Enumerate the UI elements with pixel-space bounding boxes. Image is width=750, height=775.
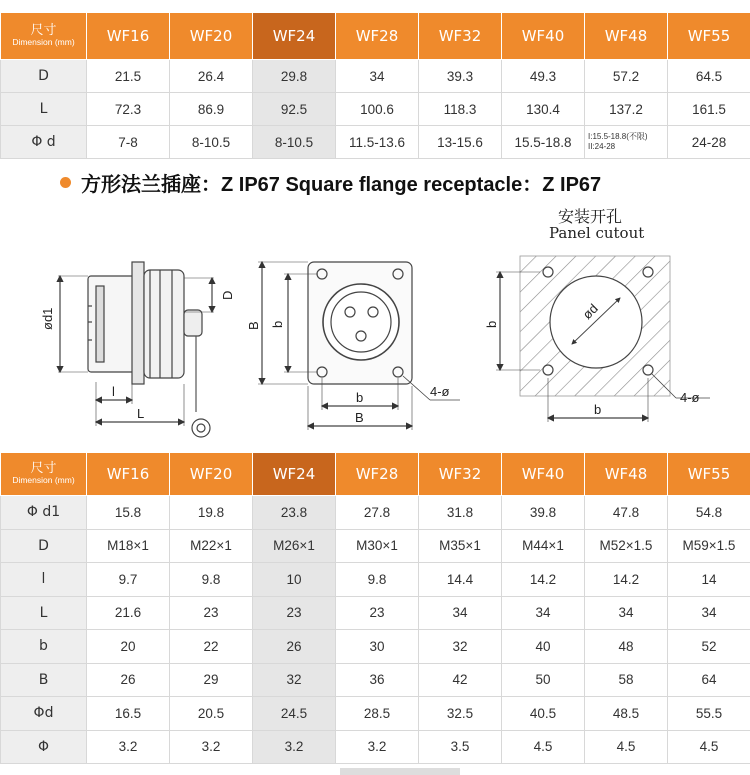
table-cell: 21.5 (87, 60, 170, 93)
label-D: D (220, 290, 235, 300)
table-cell: 40.5 (502, 697, 585, 731)
table-cell: 3.2 (253, 730, 336, 764)
table-cell: 4.5 (585, 730, 668, 764)
table-cell: 29 (170, 663, 253, 697)
table-cell: 137.2 (585, 93, 668, 126)
table-row (1, 563, 750, 597)
table-cell: 7-8 (87, 126, 170, 159)
table-cell: M22×1 (170, 529, 253, 563)
table-row (1, 663, 750, 697)
label-b-horizontal: b (356, 390, 364, 405)
panel-cutout-title-cn: 安装开孔 (558, 207, 623, 226)
table-cell: 58 (585, 663, 668, 697)
table-cell: 118.3 (419, 93, 502, 126)
table-cell: 28.5 (336, 697, 419, 731)
table-cell: 26 (253, 630, 336, 664)
row-label: B (1, 663, 87, 697)
column-header: WF16 (87, 453, 170, 496)
row-label: Φd (1, 697, 87, 731)
column-header-highlighted: WF24 (253, 453, 336, 496)
table-cell: 23 (253, 596, 336, 630)
table-row (1, 697, 750, 731)
table-cell: 23.8 (253, 496, 336, 530)
side-view-drawing (58, 262, 214, 437)
row-label: Φ d1 (1, 496, 87, 530)
table-cell: 31.8 (419, 496, 502, 530)
table-cell: M18×1 (87, 529, 170, 563)
table-cell: 19.8 (170, 496, 253, 530)
table-cell: 24.5 (253, 697, 336, 731)
table-corner-header (1, 453, 87, 496)
table-cell: 3.2 (87, 730, 170, 764)
table-cell: 39.8 (502, 496, 585, 530)
table-cell: 55.5 (668, 697, 750, 731)
table-cell: 34 (585, 596, 668, 630)
row-label: L (1, 93, 87, 126)
table-cell: 14.2 (585, 563, 668, 597)
row-label: L (1, 596, 87, 630)
table-cell: 34 (502, 596, 585, 630)
label-cutout-b-vertical: b (484, 320, 499, 328)
section-heading-text: 方形法兰插座：Z IP67 Square flange receptacle：Z IP67 (81, 174, 602, 196)
wf48-phi-line1: I:15.5-18.8(不限) (588, 132, 648, 141)
table-cell: 20 (87, 630, 170, 664)
column-header: WF40 (502, 13, 585, 60)
table-cell: M59×1.5 (668, 529, 750, 563)
table-cell: 48.5 (585, 697, 668, 731)
table-cell: 64.5 (668, 60, 750, 93)
table-cell: M52×1.5 (585, 529, 668, 563)
table-cell: 15.5-18.8 (502, 126, 585, 159)
table-cell: 27.8 (336, 496, 419, 530)
column-header: WF40 (502, 453, 585, 496)
label-l: l (112, 384, 115, 399)
column-header: WF48 (585, 453, 668, 496)
table-cell: 130.4 (502, 93, 585, 126)
table-cell: 3.2 (170, 730, 253, 764)
label-cutout-d: ød (579, 300, 601, 323)
table-cell: M26×1 (253, 529, 336, 563)
table-cell: 34 (336, 60, 419, 93)
corner-label-cn: 尺寸 (30, 23, 57, 39)
table-cell: 64 (668, 663, 750, 697)
table-cell: 9.8 (336, 563, 419, 597)
table-cell: 42 (419, 663, 502, 697)
column-header: WF32 (419, 13, 502, 60)
table-cell: 32 (253, 663, 336, 697)
table-cell: 23 (336, 596, 419, 630)
column-header: WF55 (668, 453, 750, 496)
table-cell: 9.8 (170, 563, 253, 597)
table-cell: 34 (668, 596, 750, 630)
table-cell: 4.5 (502, 730, 585, 764)
corner-label-en: Dimension (mm) (12, 475, 75, 486)
table-cell: 14 (668, 563, 750, 597)
row-label: Φ d (1, 126, 87, 159)
table-cell: 39.3 (419, 60, 502, 93)
table-cell: 9.7 (87, 563, 170, 597)
label-cutout-b-horizontal: b (594, 402, 602, 417)
table-cell: 29.8 (253, 60, 336, 93)
table-row (1, 730, 750, 764)
panel-cutout-drawing (496, 256, 710, 422)
row-label: b (1, 630, 87, 664)
table-cell: 10 (253, 563, 336, 597)
label-hole-count: 4-ø (430, 384, 450, 399)
table-cell: 20.5 (170, 697, 253, 731)
column-header: WF28 (336, 13, 419, 60)
cropped-footer-strip (340, 768, 460, 775)
table-cell: 14.2 (502, 563, 585, 597)
table-cell: 32 (419, 630, 502, 664)
table-cell: M35×1 (419, 529, 502, 563)
column-header: WF55 (668, 13, 750, 60)
table-row (1, 596, 750, 630)
table-cell: 92.5 (253, 93, 336, 126)
label-b-vertical: b (270, 320, 285, 328)
label-B-horizontal: B (355, 410, 364, 425)
label-B-vertical: B (246, 321, 261, 330)
table-cell: 57.2 (585, 60, 668, 93)
table-cell: 34 (419, 596, 502, 630)
row-label: Φ (1, 730, 87, 764)
table-cell: 54.8 (668, 496, 750, 530)
label-d1: ød1 (40, 307, 55, 330)
table-cell: 8-10.5 (253, 126, 336, 159)
table-cell: 100.6 (336, 93, 419, 126)
table-cell: 3.2 (336, 730, 419, 764)
column-header: WF28 (336, 453, 419, 496)
corner-label-en: Dimension (mm) (12, 37, 75, 48)
corner-label-cn: 尺寸 (30, 461, 57, 477)
table-cell: 26 (87, 663, 170, 697)
table-cell: 48 (585, 630, 668, 664)
table-row (1, 630, 750, 664)
panel-cutout-title-en: Panel cutout (549, 224, 645, 242)
table-cell: 4.5 (668, 730, 750, 764)
column-header: WF16 (87, 13, 170, 60)
wf48-phi-line2: II:24-28 (588, 142, 616, 151)
column-header: WF20 (170, 13, 253, 60)
table-cell: 86.9 (170, 93, 253, 126)
table-cell: 22 (170, 630, 253, 664)
row-label: D (1, 529, 87, 563)
table-cell: 11.5-13.6 (336, 126, 419, 159)
column-header: WF20 (170, 453, 253, 496)
table-cell: 36 (336, 663, 419, 697)
table-cell: 13-15.6 (419, 126, 502, 159)
table-row (1, 529, 750, 563)
table-cell: 30 (336, 630, 419, 664)
table-cell: 23 (170, 596, 253, 630)
table-cell: 3.5 (419, 730, 502, 764)
table-cell: 49.3 (502, 60, 585, 93)
table-cell: 47.8 (585, 496, 668, 530)
table-cell: 21.6 (87, 596, 170, 630)
table-cell: M30×1 (336, 529, 419, 563)
table-cell: 161.5 (668, 93, 750, 126)
row-label: l (1, 563, 87, 597)
table-cell: 50 (502, 663, 585, 697)
row-label: D (1, 60, 87, 93)
label-cutout-hole-count: 4-ø (680, 390, 700, 405)
table-cell: 72.3 (87, 93, 170, 126)
table-cell: 52 (668, 630, 750, 664)
table-cell: 14.4 (419, 563, 502, 597)
column-header: WF32 (419, 453, 502, 496)
label-L: L (137, 406, 145, 421)
table-cell: 26.4 (170, 60, 253, 93)
table-row (1, 496, 750, 530)
table-cell: M44×1 (502, 529, 585, 563)
table-cell: 24-28 (668, 126, 750, 159)
table-cell: 40 (502, 630, 585, 664)
table-cell: 8-10.5 (170, 126, 253, 159)
column-header: WF48 (585, 13, 668, 60)
table-cell: 32.5 (419, 697, 502, 731)
bottom-dimension-table (0, 452, 750, 764)
table-cell: 15.8 (87, 496, 170, 530)
column-header-highlighted: WF24 (253, 13, 336, 60)
table-cell: 16.5 (87, 697, 170, 731)
